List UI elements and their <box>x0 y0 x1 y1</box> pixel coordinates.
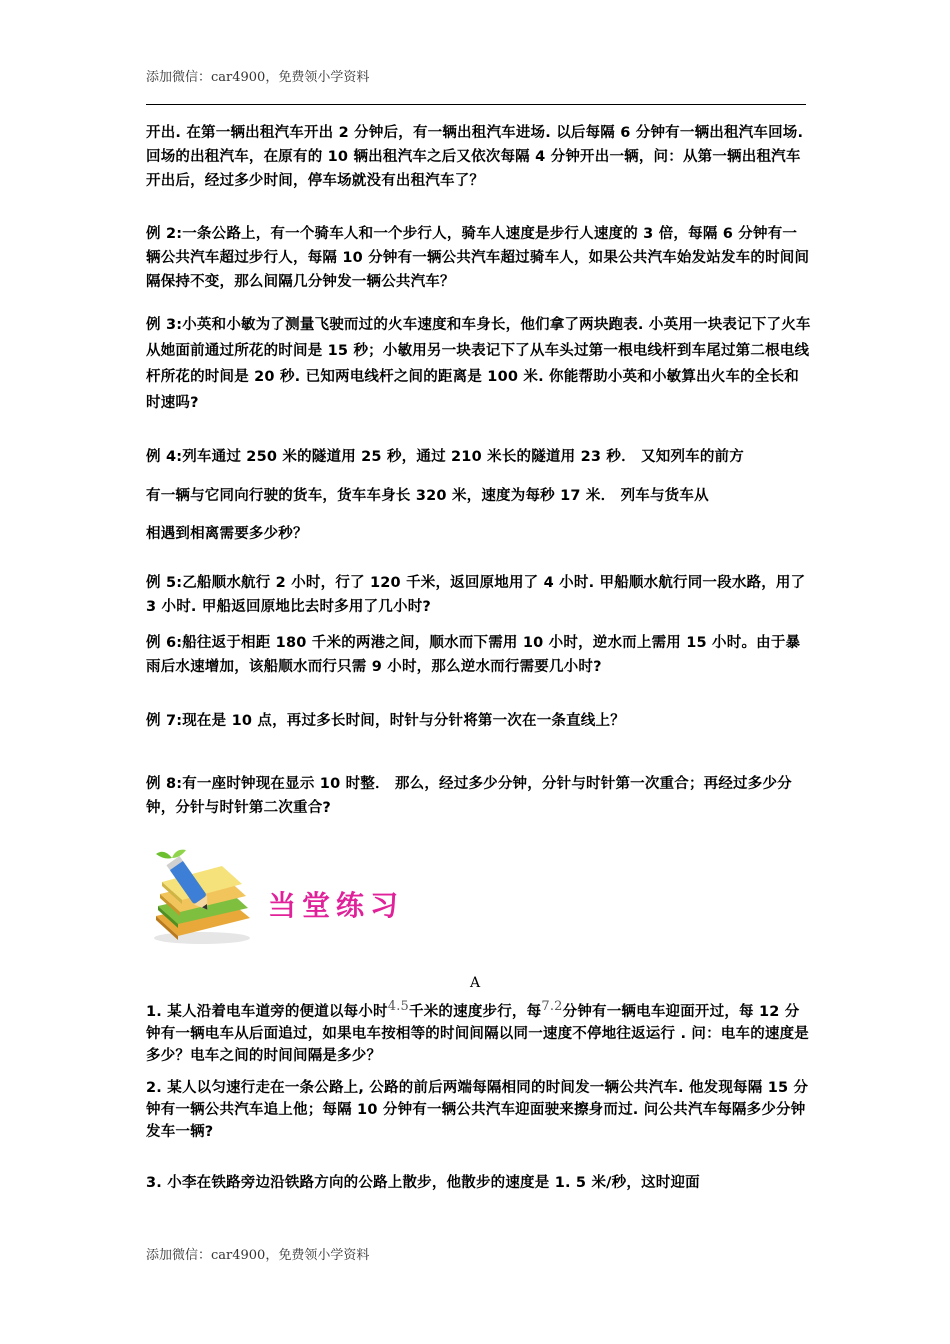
q1-text-a: 1. 某人沿着电车道旁的便道以每小时 <box>146 1004 388 1020</box>
header-note: 添加微信：car4900，免费领小学资料 <box>146 70 370 85</box>
example-4-line-3: 相遇到相离需要多少秒？ <box>146 526 308 542</box>
example-3: 例 3:小英和小敏为了测量飞驶而过的火车速度和车身长，他们拿了两块跑表. 小英用一块表记下了火车从她面前通过所花的时间是 15 秒；小敏用另一块表记下了从车头过第一根电线杆到车尾过第二根电线杆所花的时间是 20 秒. 已知两电线杆之间的距离是 100 米. 你能帮助小英和小敏算出火车的全长和时速吗? <box>146 317 811 411</box>
practice-banner <box>150 848 430 948</box>
section-label: A <box>470 975 481 991</box>
header-divider <box>146 104 806 105</box>
footer-note: 添加微信：car4900，免费领小学资料 <box>146 1248 370 1263</box>
practice-question-3: 3. 小李在铁路旁边沿铁路方向的公路上散步，他散步的速度是 1. 5 米/秒，这时迎面 <box>146 1175 700 1191</box>
practice-question-2: 2. 某人以匀速行走在一条公路上, 公路的前后两端每隔相同的时间发一辆公共汽车. 他发现每隔 15 分钟有一辆公共汽车追上他；每隔 10 分钟有一辆公共汽车迎面驶来擦身而过. 问公共汽车每隔多少分钟发车一辆? <box>146 1080 809 1140</box>
example-5: 例 5:乙船顺水航行 2 小时，行了 120 千米，返回原地用了 4 小时. 甲船顺水航行同一段水路，用了 3 小时. 甲船返回原地比去时多用了几小时? <box>146 575 806 615</box>
example-6: 例 6:船往返于相距 180 千米的两港之间，顺水而下需用 10 小时，逆水而上需用 15 小时。由于暴雨后水速增加，该船顺水而行只需 9 小时，那么逆水而行需要几小时? <box>146 635 801 675</box>
paragraph-continued: 开出. 在第一辆出租汽车开出 2 分钟后，有一辆出租汽车进场. 以后每隔 6 分钟有一辆出租汽车回场. 回场的出租汽车，在原有的 10 辆出租汽车之后又依次每隔 4 分钟开出一辆，问：从第一辆出租汽车开出后，经过多少时间，停车场就没有出租汽车了？ <box>146 125 804 189</box>
books-pencil-icon <box>150 848 260 948</box>
example-4-line-2: 有一辆与它同向行驶的货车，货车车身长 320 米，速度为每秒 17 米． 列车与货车从 <box>146 488 709 504</box>
q1-text-c: 分钟有一辆电车迎面开过，每 12 分钟有一辆电车从后面追过，如果电车按相等的时间间隔以同一速度不停地往返运行 . 问：电车的速度是多少？电车之间的时间间隔是多少？ <box>146 1004 810 1064</box>
example-7: 例 7:现在是 10 点，再过多长时间，时针与分针将第一次在一条直线上？ <box>146 713 625 729</box>
example-4-line-1: 例 4:列车通过 250 米的隧道用 25 秒，通过 210 米长的隧道用 23 秒． 又知列车的前方 <box>146 449 744 465</box>
example-2: 例 2:一条公路上，有一个骑车人和一个步行人，骑车人速度是步行人速度的 3 倍，每隔 6 分钟有一辆公共汽车超过步行人，每隔 10 分钟有一辆公共汽车超过骑车人，如果公共汽车始发站发车的时间间隔保持不变，那么间隔几分钟发一辆公共汽车？ <box>146 226 810 290</box>
example-8: 例 8:有一座时钟现在显示 10 时整． 那么，经过多少分钟，分针与时针第一次重合；再经过多少分钟，分针与时针第二次重合? <box>146 776 792 816</box>
practice-title: 当堂练习 <box>268 889 405 922</box>
q1-text-b: 千米的速度步行，每 <box>409 1004 542 1020</box>
practice-question-1 <box>146 996 811 1067</box>
q1-number-speed: 4.5 <box>387 999 410 1014</box>
q1-number-interval: 7.2 <box>541 999 563 1014</box>
